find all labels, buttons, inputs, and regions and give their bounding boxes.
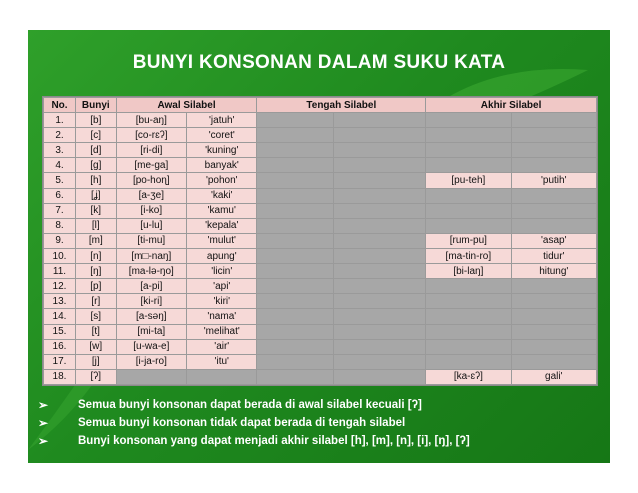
cell-tengah-syllable (257, 294, 334, 309)
arrow-bullet-icon: ➢ (38, 416, 49, 430)
cell-bunyi: [m] (76, 233, 117, 248)
table-row (44, 218, 597, 233)
cell-awal-syllable: [u-wa-e] (116, 339, 186, 354)
cell-awal-gloss: 'kiri' (187, 294, 257, 309)
cell-akhir-gloss (511, 128, 596, 143)
cell-akhir-syllable (426, 354, 511, 369)
cell-awal-syllable: [me-ga] (116, 158, 186, 173)
slide (28, 30, 610, 463)
table-row (44, 309, 597, 324)
table-row (44, 264, 597, 279)
cell-bunyi: [g] (76, 158, 117, 173)
table-row (44, 324, 597, 339)
cell-bunyi: [c] (76, 128, 117, 143)
cell-akhir-syllable: [bi-laŋ] (426, 264, 511, 279)
cell-awal-syllable: [ti-mu] (116, 233, 186, 248)
cell-no: 5. (44, 173, 76, 188)
cell-tengah-gloss (334, 279, 426, 294)
cell-awal-gloss: 'kaki' (187, 188, 257, 203)
cell-awal-gloss: 'kamu' (187, 203, 257, 218)
cell-akhir-syllable: [ka-ɛʔ] (426, 369, 511, 384)
cell-awal-syllable: [a-pi] (116, 279, 186, 294)
cell-no: 14. (44, 309, 76, 324)
cell-akhir-gloss (511, 354, 596, 369)
cell-tengah-gloss (334, 113, 426, 128)
cell-bunyi: [ʝ] (76, 188, 117, 203)
header-awal-silabel: Awal Silabel (116, 98, 257, 113)
cell-awal-syllable: [m□-naŋ] (116, 248, 186, 263)
cell-bunyi: [l] (76, 218, 117, 233)
table-row (44, 369, 597, 384)
cell-bunyi: [w] (76, 339, 117, 354)
table-row (44, 113, 597, 128)
cell-tengah-gloss (334, 128, 426, 143)
cell-tengah-syllable (257, 143, 334, 158)
cell-tengah-syllable (257, 339, 334, 354)
cell-akhir-gloss (511, 339, 596, 354)
cell-bunyi: [h] (76, 173, 117, 188)
cell-no: 6. (44, 188, 76, 203)
cell-akhir-syllable (426, 128, 511, 143)
table-row (44, 339, 597, 354)
cell-akhir-gloss (511, 294, 596, 309)
cell-tengah-gloss (334, 173, 426, 188)
arrow-bullet-icon: ➢ (38, 434, 49, 448)
cell-tengah-gloss (334, 248, 426, 263)
bullet-item (38, 414, 604, 432)
cell-akhir-syllable: [pu-teh] (426, 173, 511, 188)
cell-bunyi: [k] (76, 203, 117, 218)
table-row (44, 173, 597, 188)
bullet-item (38, 396, 604, 414)
bullet-text: Semua bunyi konsonan tidak dapat berada di tengah silabel (78, 417, 406, 429)
cell-tengah-syllable (257, 324, 334, 339)
cell-akhir-gloss: gali' (511, 369, 596, 384)
cell-awal-syllable: [ma-lə-ŋo] (116, 264, 186, 279)
cell-awal-gloss: banyak' (187, 158, 257, 173)
cell-awal-syllable: [po-hoɳ] (116, 173, 186, 188)
table-row (44, 279, 597, 294)
cell-tengah-syllable (257, 188, 334, 203)
cell-tengah-syllable (257, 158, 334, 173)
table-row (44, 128, 597, 143)
cell-tengah-syllable (257, 203, 334, 218)
cell-tengah-gloss (334, 294, 426, 309)
cell-no: 18. (44, 369, 76, 384)
cell-bunyi: [b] (76, 113, 117, 128)
table-row (44, 294, 597, 309)
header-akhir-silabel: Akhir Silabel (426, 98, 597, 113)
cell-tengah-syllable (257, 218, 334, 233)
cell-awal-gloss: 'api' (187, 279, 257, 294)
cell-no: 7. (44, 203, 76, 218)
cell-tengah-syllable (257, 233, 334, 248)
cell-akhir-syllable (426, 218, 511, 233)
cell-awal-syllable: [mi-ta] (116, 324, 186, 339)
cell-akhir-syllable (426, 143, 511, 158)
cell-no: 15. (44, 324, 76, 339)
cell-akhir-gloss (511, 279, 596, 294)
cell-akhir-syllable (426, 324, 511, 339)
cell-akhir-gloss: tidur' (511, 248, 596, 263)
table-row (44, 248, 597, 263)
cell-tengah-syllable (257, 173, 334, 188)
cell-awal-gloss: apung' (187, 248, 257, 263)
cell-tengah-syllable (257, 113, 334, 128)
cell-tengah-gloss (334, 369, 426, 384)
cell-akhir-syllable (426, 158, 511, 173)
cell-no: 10. (44, 248, 76, 263)
consonant-table (42, 96, 598, 386)
cell-akhir-gloss: 'asap' (511, 233, 596, 248)
cell-no: 16. (44, 339, 76, 354)
cell-bunyi: [t] (76, 324, 117, 339)
cell-tengah-syllable (257, 369, 334, 384)
cell-awal-syllable: [ri-di] (116, 143, 186, 158)
cell-awal-syllable: [i-ko] (116, 203, 186, 218)
cell-akhir-syllable (426, 188, 511, 203)
cell-bunyi: [j] (76, 354, 117, 369)
cell-akhir-gloss (511, 218, 596, 233)
cell-awal-gloss: 'kepala' (187, 218, 257, 233)
cell-tengah-gloss (334, 188, 426, 203)
bullet-text: Bunyi konsonan yang dapat menjadi akhir silabel [h], [m], [n], [i], [ŋ], [ʔ] (78, 435, 470, 447)
cell-akhir-gloss (511, 158, 596, 173)
cell-tengah-gloss (334, 218, 426, 233)
cell-no: 8. (44, 218, 76, 233)
cell-akhir-gloss (511, 203, 596, 218)
cell-akhir-syllable (426, 309, 511, 324)
cell-awal-syllable (116, 369, 186, 384)
cell-bunyi: [ŋ] (76, 264, 117, 279)
cell-tengah-syllable (257, 264, 334, 279)
header-no: No. (44, 98, 76, 113)
cell-akhir-gloss: 'putih' (511, 173, 596, 188)
cell-akhir-gloss (511, 188, 596, 203)
cell-akhir-gloss (511, 309, 596, 324)
cell-awal-gloss: 'nama' (187, 309, 257, 324)
cell-tengah-gloss (334, 143, 426, 158)
cell-awal-gloss: 'coret' (187, 128, 257, 143)
cell-akhir-syllable: [ma-tin-ro] (426, 248, 511, 263)
bullet-list (38, 396, 604, 450)
cell-awal-syllable: [co-rɛʔ] (116, 128, 186, 143)
cell-akhir-syllable (426, 203, 511, 218)
cell-tengah-syllable (257, 248, 334, 263)
cell-awal-gloss: 'melihat' (187, 324, 257, 339)
cell-bunyi: [ʔ] (76, 369, 117, 384)
cell-akhir-syllable: [rum-pu] (426, 233, 511, 248)
cell-no: 9. (44, 233, 76, 248)
cell-no: 13. (44, 294, 76, 309)
cell-tengah-syllable (257, 128, 334, 143)
cell-awal-gloss: 'mulut' (187, 233, 257, 248)
table-row (44, 233, 597, 248)
cell-tengah-gloss (334, 309, 426, 324)
cell-no: 1. (44, 113, 76, 128)
cell-awal-syllable: [bu-aŋ] (116, 113, 186, 128)
slide-title: BUNYI KONSONAN DALAM SUKU KATA (132, 52, 506, 73)
cell-awal-syllable: [i-ja-ro] (116, 354, 186, 369)
cell-tengah-syllable (257, 279, 334, 294)
cell-awal-syllable: [u-lu] (116, 218, 186, 233)
cell-no: 12. (44, 279, 76, 294)
cell-no: 4. (44, 158, 76, 173)
cell-tengah-syllable (257, 354, 334, 369)
cell-bunyi: [p] (76, 279, 117, 294)
table-row (44, 158, 597, 173)
cell-akhir-gloss (511, 324, 596, 339)
header-bunyi: Bunyi (76, 98, 117, 113)
cell-awal-syllable: [a-səŋ] (116, 309, 186, 324)
cell-awal-gloss: 'jatuh' (187, 113, 257, 128)
cell-awal-gloss: 'air' (187, 339, 257, 354)
cell-tengah-gloss (334, 324, 426, 339)
table-row (44, 143, 597, 158)
cell-awal-gloss (187, 369, 257, 384)
cell-akhir-syllable (426, 294, 511, 309)
bullet-item (38, 432, 604, 450)
arrow-bullet-icon: ➢ (38, 398, 49, 412)
cell-tengah-gloss (334, 203, 426, 218)
bullet-text: Semua bunyi konsonan dapat berada di awal silabel kecuali [ʔ] (78, 399, 422, 411)
cell-bunyi: [d] (76, 143, 117, 158)
header-tengah-silabel: Tengah Silabel (257, 98, 426, 113)
cell-tengah-gloss (334, 264, 426, 279)
cell-no: 2. (44, 128, 76, 143)
table-row (44, 188, 597, 203)
cell-akhir-gloss (511, 113, 596, 128)
cell-tengah-gloss (334, 158, 426, 173)
cell-akhir-syllable (426, 339, 511, 354)
cell-tengah-gloss (334, 339, 426, 354)
cell-bunyi: [n] (76, 248, 117, 263)
table-row (44, 203, 597, 218)
cell-no: 3. (44, 143, 76, 158)
cell-no: 11. (44, 264, 76, 279)
cell-bunyi: [s] (76, 309, 117, 324)
cell-awal-gloss: 'kuning' (187, 143, 257, 158)
cell-awal-gloss: 'licin' (187, 264, 257, 279)
cell-awal-gloss: 'itu' (187, 354, 257, 369)
table-header-row (44, 98, 597, 113)
table-row (44, 354, 597, 369)
cell-akhir-syllable (426, 113, 511, 128)
cell-awal-gloss: 'pohon' (187, 173, 257, 188)
cell-bunyi: [r] (76, 294, 117, 309)
cell-akhir-gloss (511, 143, 596, 158)
cell-akhir-syllable (426, 279, 511, 294)
cell-tengah-gloss (334, 233, 426, 248)
cell-awal-syllable: [a-ʒe] (116, 188, 186, 203)
cell-awal-syllable: [ki-ri] (116, 294, 186, 309)
cell-tengah-syllable (257, 309, 334, 324)
cell-tengah-gloss (334, 354, 426, 369)
cell-no: 17. (44, 354, 76, 369)
cell-akhir-gloss: hitung' (511, 264, 596, 279)
